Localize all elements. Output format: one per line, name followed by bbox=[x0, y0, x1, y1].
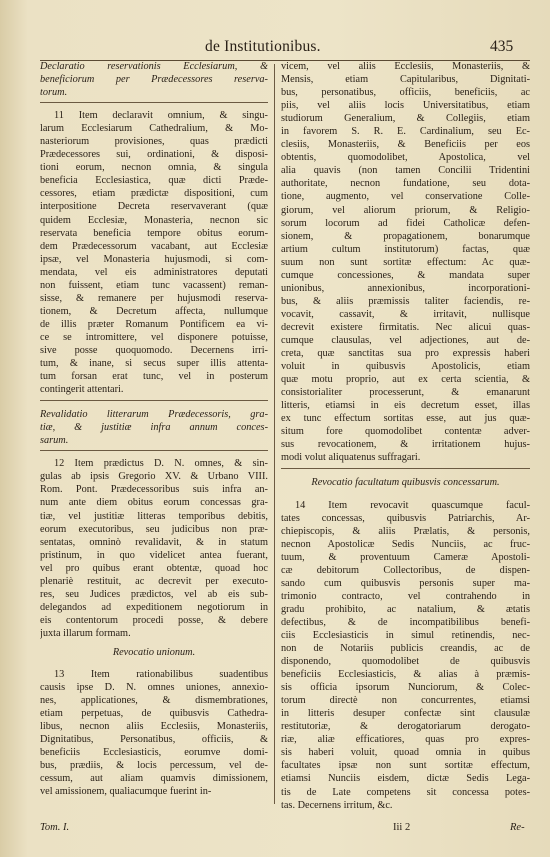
text-line: nes, applicationes, & dismembrationes, bbox=[40, 695, 268, 707]
text-line: in favorem S. R. E. Cardinalium, seu Ec- bbox=[281, 126, 530, 138]
text-line: sis officia ipsorum Nunciorum, & Colec- bbox=[281, 682, 530, 694]
text-line: res, seu Judices prædictos, vel ab eis sub- bbox=[40, 588, 268, 600]
text-line: contingerit attentari. bbox=[40, 384, 124, 396]
text-line: etiam perpetuas, de quibusvis Cathedra- bbox=[40, 708, 268, 720]
text-line: Mensis, etiam Capitularibus, Dignitati- bbox=[281, 74, 530, 86]
text-line: litteris, etiamsi in eis decretum esset, illas bbox=[281, 400, 530, 412]
text-line: tuum, & proventuum Cameræ Apostoli- bbox=[281, 551, 530, 563]
text-line: beneficiis Ecclesiasticis, & alias à præmis- bbox=[281, 669, 530, 681]
text-line: ce se intromittere, vel disponere potuisse, bbox=[40, 331, 268, 343]
text-line: eis contentorum procedi posse, & debere bbox=[40, 614, 268, 626]
paragraph-13-continued bbox=[281, 60, 530, 464]
text-line: eorum executoribus, seu judicibus non præ- bbox=[40, 523, 268, 535]
text-line: studiorum Generalium, & Collegiis, etiam bbox=[281, 113, 530, 125]
text-line: 13 Item rationabilibus suadentibus bbox=[54, 669, 268, 681]
text-line: facultates ipsæ non sunt sortitæ effectum, bbox=[281, 760, 530, 772]
text-line: ex tunc effectum sortitas esse, aut jus quæ- bbox=[281, 413, 530, 425]
text-line: 11 Item declaravit omnium, & singu- bbox=[54, 110, 268, 122]
text-line: beneficiorum per Prædecessores reserva- bbox=[40, 74, 268, 86]
text-line: sis haberi voluit, quoad omnia in quibus bbox=[281, 747, 530, 759]
text-line: sentatas, omninò revalidavit, & in statum bbox=[40, 536, 268, 548]
text-line: mendata, vel eis administratores deputati bbox=[40, 266, 268, 278]
text-line: giorum, vel aliorum priorum, & Religio- bbox=[281, 204, 530, 216]
text-line: tum, & inane, si secus super illis attenta- bbox=[40, 358, 268, 370]
section-heading-revalidatio bbox=[40, 408, 268, 451]
signature-mark: Iii 2 bbox=[393, 822, 411, 833]
text-line: modi volut aliquatenus suffragari. bbox=[281, 452, 421, 464]
text-line: defectibus, & de incompatibilibus benefi- bbox=[281, 616, 530, 628]
text-line: bus, & aliis præmissis taliter faciendis, re- bbox=[281, 295, 530, 307]
text-line: tas. Decernens irritum, &c. bbox=[281, 799, 393, 811]
section-rule bbox=[40, 400, 268, 402]
text-line: disponendo, quomodolibet de quibusvis bbox=[281, 656, 530, 668]
text-line: Revalidatio litterarum Prædecessoris, gra- bbox=[40, 409, 268, 421]
text-line: quidem Ecclesiæ, Monasteria, necnon sic bbox=[40, 214, 268, 226]
text-line: creta, quæ sanctitas sua pro expressis haberi bbox=[281, 348, 530, 360]
running-title: de Institutionibus. bbox=[205, 38, 321, 55]
text-line: non de Notariis publicis creandis, ac de bbox=[281, 643, 530, 655]
text-line: torum directè non concurrentes, etiamsi bbox=[281, 695, 530, 707]
text-line: tis de Late competens sit concessa potes- bbox=[281, 786, 530, 798]
text-line: pristinum, in quo videlicet antea fuerant, bbox=[40, 549, 268, 561]
paragraph-11 bbox=[40, 109, 268, 396]
text-line: juxta illarum formam. bbox=[40, 627, 131, 639]
text-line: larum Ecclesiarum Cathedralium, & Mo- bbox=[40, 123, 268, 135]
text-line: obtentis, quomodolibet, Apostolica, vel bbox=[281, 152, 530, 164]
text-line: artium cultum institutorum) factas, quæ bbox=[281, 243, 530, 255]
text-line: 12 Item prædictus D. N. omnes, & sin- bbox=[54, 458, 268, 470]
catchword: Re- bbox=[510, 822, 525, 833]
text-line: libus, necnon aliis Ecclesiis, Monasteriis, bbox=[40, 721, 268, 733]
text-line: reservata beneficia tempore obitus eorum- bbox=[40, 227, 268, 239]
text-line: voluit in quibusvis Apostolicis, etiam bbox=[281, 361, 530, 373]
right-column bbox=[281, 60, 530, 840]
text-line: de illis præter Romanum Pontificem ea vi- bbox=[40, 318, 268, 330]
text-line: etiamsi Nunciis eisdem, dictæ Sedis Lega- bbox=[281, 773, 530, 785]
text-line: restitutoriæ, & derogatoriarum derogato- bbox=[281, 721, 530, 733]
text-line: necnon Apostolicæ Sedis Nunciis, ac fruc- bbox=[281, 538, 530, 550]
text-line: riæ, aliæ efficatiores, quas pro expres- bbox=[281, 734, 530, 746]
volume-mark: Tom. I. bbox=[40, 822, 70, 833]
text-line: Declaratio reservationis Ecclesiarum, & bbox=[40, 61, 268, 72]
text-line: bus, personatibus, officiis, beneficiis, ac bbox=[281, 87, 530, 99]
text-line: situm fore quomodolibet contentæ adver- bbox=[281, 426, 530, 438]
text-line: delegandos ad expeditionem negotiorum in bbox=[40, 601, 268, 613]
text-line: tione, augmento, vel conservatione Colle- bbox=[281, 191, 530, 203]
text-line: sarum. bbox=[40, 435, 69, 447]
text-line: sorum locorum ad fidei Catholicæ defen- bbox=[281, 217, 530, 229]
text-line: gradu prohibito, ac natalium, & ætatis bbox=[281, 603, 530, 615]
text-line: unionibus, annexionibus, incorporationi- bbox=[281, 282, 530, 294]
text-line: cæ debitorum Collectoribus, de dispen- bbox=[281, 564, 530, 576]
section-rule bbox=[281, 468, 530, 470]
text-line: Rom. Pont. Prædecessoribus suis infra an- bbox=[40, 484, 268, 496]
text-line: non fuissent, etiam tunc vacassent) reman- bbox=[40, 279, 268, 291]
text-line: chiepiscopis, & aliis Prælatis, & personis, bbox=[281, 525, 530, 537]
text-line: beneficiis Ecclesiasticis, eorumve domi- bbox=[40, 747, 268, 759]
text-line: Dignitatibus, Personatibus, officiis, & bbox=[40, 734, 268, 746]
column-divider bbox=[274, 64, 275, 804]
text-line: dem Prædecessorum vacabant, aut Ecclesiæ bbox=[40, 240, 268, 252]
text-line: suum non sunt sortitæ effectum: Ac quæ- bbox=[281, 256, 530, 268]
text-line: vocavit, cassavit, & irritavit, nullisque bbox=[281, 308, 530, 320]
text-line: 14 Item revocavit quascumque facul- bbox=[295, 499, 530, 511]
text-line: alia quavis (non tamen Concilii Tridentini bbox=[281, 165, 530, 177]
text-line: cessores, etiam prædictæ dispositioni, cum bbox=[40, 188, 268, 200]
text-line: clesiis, Monasteriis, & Beneficiis per eos bbox=[281, 139, 530, 151]
text-line: torum. bbox=[40, 87, 68, 99]
text-line: bus, prædiis, & locis percessum, vel de- bbox=[40, 760, 268, 772]
text-line: vicem, vel aliis Ecclesiis, Monasteriis, & bbox=[281, 61, 530, 72]
text-line: beneficia Ecclesiastica, quæ dicti Præde- bbox=[40, 175, 268, 187]
text-line: tionem, & Decretum affecta, nullumque bbox=[40, 305, 268, 317]
text-line: tiæ, & justitiæ infra annum conces- bbox=[40, 422, 268, 434]
left-column bbox=[40, 60, 268, 840]
section-heading-declaratio bbox=[40, 60, 268, 103]
text-line: tiæ, vel justitiæ litteras temporibus debitis, bbox=[40, 510, 268, 522]
page-number: 435 bbox=[490, 38, 514, 55]
text-line: sus revocationem, & irritationem hujus- bbox=[281, 439, 530, 451]
text-line: in litteris desuper confectæ sint clausulæ bbox=[281, 708, 530, 720]
text-line: nasteriorum provisiones, quas prædicti bbox=[40, 136, 268, 148]
text-line: plenariè restituit, ac decrevit per executo- bbox=[40, 575, 268, 587]
text-line: tum forsan erat tunc, vel in posterum bbox=[40, 371, 268, 383]
text-line: interpositione Decreta reservaverant (quæ bbox=[40, 201, 268, 213]
paragraph-12 bbox=[40, 457, 268, 640]
text-line: quæ motu proprio, aut ex certa scientia, & bbox=[281, 374, 530, 386]
text-line: authoritate, necnon fundatione, seu dota- bbox=[281, 178, 530, 190]
text-line: piis, vel aliis locis Universitatibus, etiam bbox=[281, 100, 530, 112]
text-line: num ante diem obitus eorum concessas gra- bbox=[40, 497, 268, 509]
text-line: ipsæ, vel Monasteria hujusmodi, si com- bbox=[40, 253, 268, 265]
section-heading-revocatio-unionum: Revocatio unionum. bbox=[112, 646, 196, 658]
text-line: consistorialiter processerunt, & emanarunt bbox=[281, 387, 530, 399]
text-line: decrevit existere firmitatis. Nec alicui quas- bbox=[281, 321, 530, 333]
page-footer bbox=[40, 822, 530, 836]
paragraph-14 bbox=[281, 499, 530, 812]
text-line: cessum, aut aliam quamvis dimissionem, bbox=[40, 773, 268, 785]
text-line: gulas ab ipsis Gregorio XV. & Urbano VIII. bbox=[40, 471, 268, 483]
text-line: cumque clausulas, vel adjectiones, aut de- bbox=[281, 334, 530, 346]
text-line: tioni eorum, necnon omnia, & singula bbox=[40, 162, 268, 174]
text-line: sionem, & propagationem, bonarumque bbox=[281, 230, 530, 242]
paragraph-13 bbox=[40, 668, 268, 798]
text-line: sando cum quibusvis personis super ma- bbox=[281, 577, 530, 589]
text-line: Prædecessores sui, ordinationi, & disposi- bbox=[40, 149, 268, 161]
text-line: vel amissionem, qualiacumque fuerint in- bbox=[40, 786, 212, 798]
text-line: vel pro quibus erant obtentæ, quoad hoc bbox=[40, 562, 268, 574]
text-line: tates concessas, quibusvis Patriarchis, Ar- bbox=[281, 512, 530, 524]
section-heading-revocatio-facultatum: Revocatio facultatum quibusvis concessarum. bbox=[311, 477, 500, 489]
text-line: cumque concessiones, & mandata super bbox=[281, 269, 530, 281]
text-line: causis ipse D. N. omnes uniones, annexio- bbox=[40, 682, 268, 694]
text-line: sive posse quoquomodo. Decernens irri- bbox=[40, 344, 268, 356]
running-header bbox=[0, 38, 550, 58]
text-line: sisse, & remanere per hujusmodi reserva- bbox=[40, 292, 268, 304]
text-line: ciis Ecclesiasticis in simul retinendis, nec- bbox=[281, 629, 530, 641]
text-line: trimonio contracto, vel contrahendo in bbox=[281, 590, 530, 602]
